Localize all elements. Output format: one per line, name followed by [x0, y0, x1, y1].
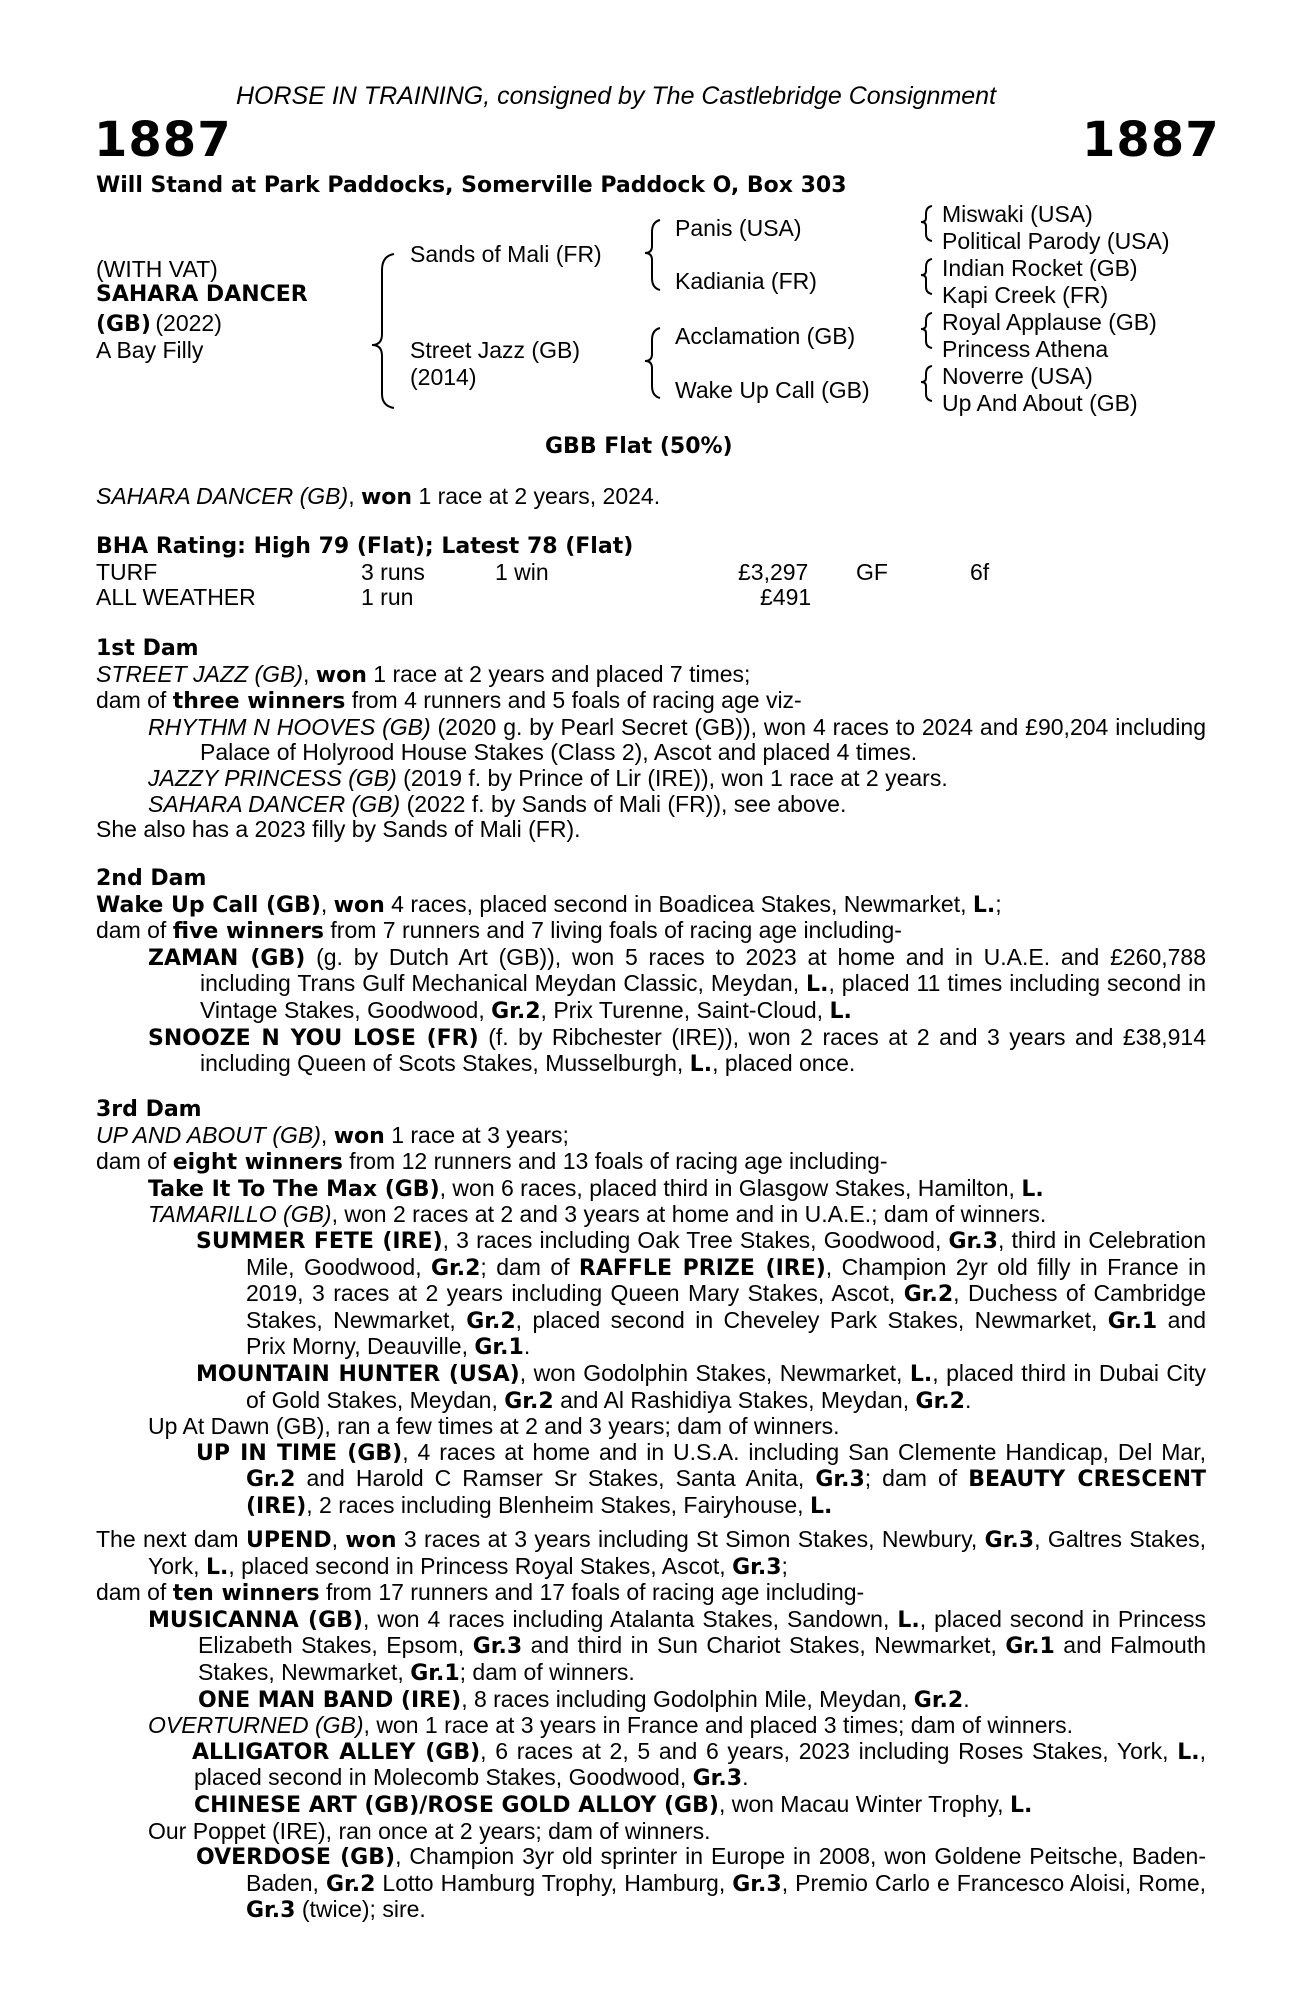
dam-of-label: dam of — [96, 1579, 167, 1606]
group-label: Gr.2 — [491, 998, 541, 1024]
punctuation: ; — [995, 890, 1002, 917]
winners-count: ten winners — [172, 1581, 320, 1607]
offspring-record: (twice); sire. — [301, 1896, 426, 1923]
dam-of-label: dam of — [96, 1148, 167, 1175]
pedigree-ggs-3: Indian Rocket (GB) — [942, 255, 1138, 281]
group-label: Gr.2 — [913, 1687, 964, 1713]
pedigree-dam-year: (2014) — [410, 364, 477, 390]
offspring-record: , 2 races including Blenheim Stakes, Fairyhouse, — [306, 1491, 804, 1518]
offspring-name: JAZZY PRINCESS (GB) — [148, 764, 397, 791]
offspring-record: , placed second in Molecomb Stakes, Goodwood, — [194, 1737, 1206, 1791]
offspring-record: , won 6 races, placed third in Glasgow Stakes, Hamilton, — [439, 1174, 1015, 1201]
pedigree-ggs-6: Princess Athena — [942, 336, 1109, 362]
offspring-record: and Al Rashidiya Stakes, Meydan, — [560, 1386, 910, 1413]
next-dam-record: The next dam UPEND, won 3 races at 3 years including St Simon Stakes, Newbury, Gr.3, Galtres Stakes, York, L., placed second in Princess Royal Stakes, Ascot, Gr.3; — [96, 1526, 1207, 1580]
offspring-record: , placed second in Cheveley Park Stakes, Newmarket, — [515, 1306, 1098, 1333]
dam-name: UP AND ABOUT (GB) — [96, 1121, 321, 1148]
dam-record: , placed second in Princess Royal Stakes, Ascot, — [228, 1552, 726, 1579]
table-cell-prize: £491 — [760, 584, 812, 610]
dam-record: 4 races, placed second in Boadicea Stakes, Newmarket, — [391, 890, 967, 917]
foal-note: She also has a 2023 filly by Sands of Mali (FR). — [96, 816, 581, 843]
listed-label: L. — [806, 972, 829, 998]
punctuation: ; — [781, 1552, 788, 1579]
offspring-record: , Premio Carlo e Francesco Aloisi, Rome, — [781, 1869, 1207, 1896]
offspring-record: Lotto Hamburg Trophy, Hamburg, — [382, 1869, 726, 1896]
group-label: Gr.3 — [246, 1898, 296, 1924]
group-label: Gr.2 — [504, 1388, 554, 1414]
dam-name: UPEND — [245, 1528, 332, 1553]
first-dam-section: 1st Dam STREET JAZZ (GB), won 1 race at 2 years and placed 7 times; dam of three winners from 4 runners and 5 foals of racing age viz- RHYTHM N HOOVES (GB) (2020 g. by Pearl Secret (GB)), won 4 races to 2024 and £90,204 including Palace of Holyrood House Stakes (Class 2), Ascot and placed 4 times. JAZZY PRINCESS (GB) (2019 f. by Prince of Lir (IRE)), won 1 race at 2 years. SAHARA DANCER (GB) (2022 f. by Sands of Mali (FR)), see above. She also has a 2023 filly by Sands of Mali (FR). — [96, 636, 1207, 843]
winners-count: eight winners — [172, 1150, 343, 1176]
won-label: won — [315, 662, 367, 688]
offspring-name: SAHARA DANCER (GB) — [148, 790, 401, 817]
offspring-name: OVERTURNED (GB) — [148, 1712, 364, 1739]
pedigree-ggs-8: Up And About (GB) — [942, 390, 1138, 416]
list-item — [96, 1361, 1206, 1414]
group-label: Gr.2 — [915, 1388, 965, 1414]
pedigree-sire-dam: Kadiania (FR) — [675, 268, 817, 294]
offspring-record: , Duchess of Cambridge Stakes, Newmarket, — [246, 1280, 1206, 1333]
listed-label: L. — [1009, 1792, 1033, 1818]
dam-record: 3 races at 3 years including St Simon Stakes, Newbury, — [403, 1526, 978, 1552]
group-label: Gr.3 — [732, 1554, 782, 1580]
listed-label: L. — [829, 998, 852, 1024]
table-cell-prize: £3,297 — [738, 559, 809, 585]
lot-number-left: 1887 — [94, 112, 232, 168]
won-label: won — [345, 1528, 397, 1553]
offspring-record: and Falmouth Stakes, Newmarket, — [198, 1632, 1206, 1685]
race-summary: SAHARA DANCER (GB), won 1 race at 2 years, 2024. — [96, 483, 661, 510]
offspring-name: UP IN TIME (GB) — [196, 1440, 403, 1466]
pedigree-braces — [0, 0, 1315, 420]
offspring-record: , 8 races including Godolphin Mile, Meydan, — [461, 1685, 908, 1712]
offspring-record: ; dam of winners. — [459, 1658, 635, 1685]
offspring-record: , placed third in Dubai City of Gold Stakes, Meydan, — [246, 1359, 1206, 1413]
table-cell-distance: 6f — [970, 559, 990, 585]
runners-summary: from 4 runners and 5 foals of racing age viz- — [351, 687, 802, 714]
horse-description: A Bay Filly — [96, 337, 204, 363]
group-label: Gr.3 — [692, 1766, 743, 1792]
offspring-record: , 4 races at home and in U.S.A. including San Clemente Handicap, Del Mar, — [402, 1438, 1206, 1465]
list-item — [96, 1687, 1206, 1714]
group-label: Gr.2 — [246, 1467, 296, 1493]
pedigree-ggs-1: Miswaki (USA) — [942, 201, 1093, 227]
offspring-record: , won 1 race at 3 years in France and placed 3 times; dam of winners. — [363, 1712, 1074, 1739]
offspring-record: (f. by Ribchester (IRE)), won 2 races at 2 and 3 years and £38,914 including Queen of Scots Stakes, Musselburgh, — [200, 1023, 1207, 1077]
group-label: Gr.3 — [984, 1528, 1035, 1553]
gbb-flat: GBB Flat (50%) — [545, 434, 733, 459]
section-heading: 1st Dam — [96, 636, 199, 661]
offspring-name: SNOOZE N YOU LOSE (FR) — [148, 1025, 479, 1051]
stand-location: Will Stand at Park Paddocks, Somerville Paddock O, Box 303 — [96, 173, 847, 198]
offspring-record: ; dam of — [864, 1465, 958, 1492]
offspring-name: BEAUTY CRESCENT (IRE) — [246, 1467, 1206, 1519]
group-label: Gr.1 — [474, 1335, 524, 1361]
next-dam-label: The next dam — [96, 1526, 239, 1552]
offspring-record: , placed 11 times including second in Vintage Stakes, Goodwood, — [200, 970, 1206, 1023]
offspring-record: ; dam of — [480, 1253, 570, 1280]
punctuation: . — [523, 1333, 531, 1360]
dam-record: , Galtres Stakes, York, — [148, 1526, 1207, 1579]
won-label: won — [333, 892, 385, 918]
table-cell-runs: 1 run — [361, 584, 414, 610]
list-item — [96, 715, 1206, 766]
dam-record: 1 race at 3 years; — [391, 1121, 569, 1148]
group-label: Gr.2 — [466, 1308, 516, 1334]
third-dam-section: 3rd Dam UP AND ABOUT (GB), won 1 race at 3 years; dam of eight winners from 12 runners and 13 foals of racing age including- Take It To The Max (GB), won 6 races, placed third in Glasgow Stakes, Hamilton, L. TAMARILLO (GB), won 2 races at 2 and 3 years at home and in U.A.E.; dam of winners. SUMMER FETE (IRE), 3 races including Oak Tree Stakes, Goodwood, Gr.3, third in Celebration Mile, Goodwood, Gr.2; dam of RAFFLE PRIZE (IRE), Champion 2yr old filly in France in 2019, 3 races at 2 years including Queen Mary Stakes, Ascot, Gr.2, Duchess of Cambridge Stakes, Newmarket, Gr.2, placed second in Cheveley Park Stakes, Newmarket, Gr.1 and Prix Morny, Deauville, Gr.1. MOUNTAIN HUNTER (USA), won Godolphin Stakes, Newmarket, L., placed third in Dubai City of Gold Stakes, Meydan, Gr.2 and Al Rashidiya Stakes, Meydan, Gr.2. Up At Dawn (GB), ran a few times at 2 and 3 years; dam of winners. UP IN TIME (GB), 4 races at home and in U.S.A. including San Clemente Handicap, Del Mar, Gr.2 and Harold C Ramser Sr Stakes, Santa Anita, Gr.3; dam of BEAUTY CRESCENT (IRE), 2 races including Blenheim Stakes, Fairyhouse, L. — [96, 1097, 1207, 1519]
punctuation: . — [742, 1764, 749, 1791]
listed-label: L. — [689, 1052, 713, 1078]
offspring-record: and Harold C Ramser Sr Stakes, Santa Anita, — [306, 1465, 805, 1492]
offspring-name: OVERDOSE (GB) — [196, 1845, 396, 1871]
pedigree-ggs-2: Political Parody (USA) — [942, 228, 1170, 254]
offspring-name: CHINESE ART (GB)/ROSE GOLD ALLOY (GB) — [194, 1792, 719, 1818]
group-label: Gr.2 — [903, 1282, 954, 1308]
section-heading: 2nd Dam — [96, 866, 207, 891]
dam-name: STREET JAZZ (GB) — [96, 660, 303, 687]
list-item — [96, 792, 1206, 818]
listed-label: L. — [1021, 1176, 1044, 1202]
horse-name: SAHARA DANCER — [96, 282, 308, 307]
pedigree-dam-dam: Wake Up Call (GB) — [675, 377, 870, 403]
table-cell-runs: 3 runs — [361, 559, 425, 585]
summary-won: won — [360, 485, 413, 510]
offspring-name: MUSICANNA (GB) — [148, 1607, 363, 1633]
offspring-record: , Champion 2yr old filly in France in 2019, 3 races at 2 years including Queen Mary Stakes, Ascot, — [246, 1253, 1206, 1307]
dam-record: 1 race at 2 years and placed 7 times; — [373, 660, 751, 687]
list-item — [96, 1713, 1206, 1739]
pedigree-dam: Street Jazz (GB) — [410, 337, 580, 363]
group-label: Gr.3 — [815, 1467, 865, 1493]
pedigree-sire-sire: Panis (USA) — [675, 215, 802, 241]
list-item-text — [148, 715, 1206, 766]
offspring-record: (2022 f. by Sands of Mali (FR)), see above. — [406, 790, 847, 817]
listed-label: L. — [897, 1607, 920, 1633]
offspring-record: , won Godolphin Stakes, Newmarket, — [519, 1359, 903, 1386]
listed-label: L. — [809, 1493, 833, 1519]
list-item — [96, 1228, 1206, 1361]
offspring-record: , Champion 3yr old sprinter in Europe in 2008, won Goldene Peitsche, Baden-Baden, — [246, 1843, 1206, 1896]
table-cell-going: GF — [856, 559, 888, 585]
runners-summary: from 7 runners and 7 living foals of racing age including- — [330, 917, 902, 944]
listed-label: L. — [205, 1554, 229, 1580]
offspring-name: RHYTHM N HOOVES (GB) — [148, 713, 431, 740]
list-item — [96, 1202, 1206, 1228]
offspring-name: ZAMAN (GB) — [148, 945, 306, 971]
offspring-record: and Prix Morny, Deauville, — [246, 1306, 1207, 1360]
summary-horse-name: SAHARA DANCER (GB) — [96, 483, 349, 509]
bha-rating: BHA Rating: High 79 (Flat); Latest 78 (Flat) — [96, 534, 634, 559]
table-cell-surface: TURF — [96, 559, 158, 585]
vat-note: (WITH VAT) — [96, 256, 218, 282]
pedigree-ggs-7: Noverre (USA) — [942, 363, 1093, 389]
dam-name: Wake Up Call (GB) — [96, 892, 321, 918]
offspring-record: , 3 races including Oak Tree Stakes, Goodwood, — [442, 1226, 942, 1253]
listed-label: L. — [972, 892, 996, 918]
pedigree-sire: Sands of Mali (FR) — [410, 241, 602, 267]
list-item: Our Poppet (IRE), ran once at 2 years; dam of winners. — [148, 1817, 711, 1844]
dam-of-label: dam of — [96, 687, 167, 714]
offspring-record: , third in Celebration Mile, Goodwood, — [246, 1226, 1207, 1280]
next-dam-section — [96, 1527, 1206, 1924]
punctuation: . — [963, 1685, 970, 1712]
list-item — [96, 1607, 1206, 1687]
offspring-record: , won Macau Winter Trophy, — [718, 1790, 1004, 1817]
list-item — [96, 1440, 1206, 1520]
group-label: Gr.3 — [472, 1634, 523, 1660]
list-item: Up At Dawn (GB), ran a few times at 2 and 3 years; dam of winners. — [148, 1413, 840, 1440]
offspring-record: (2020 g. by Pearl Secret (GB)), won 4 races to 2024 and £90,204 including Palace of Holyrood House Stakes (Class 2), Ascot and placed 4 times. — [200, 713, 1207, 766]
table-cell-wins: 1 win — [495, 559, 549, 585]
winners-count: five winners — [172, 919, 325, 945]
offspring-record: , 6 races at 2, 5 and 6 years, 2023 including Roses Stakes, York, — [480, 1737, 1169, 1764]
offspring-name: TAMARILLO (GB) — [148, 1201, 332, 1228]
group-label: Gr.1 — [410, 1660, 460, 1686]
listed-label: L. — [909, 1361, 933, 1387]
offspring-name: ONE MAN BAND (IRE) — [198, 1687, 462, 1713]
list-item — [96, 1739, 1206, 1792]
group-label: Gr.1 — [1005, 1634, 1055, 1660]
horse-country: (GB) — [96, 312, 151, 337]
offspring-name: Take It To The Max (GB) — [148, 1176, 440, 1202]
punctuation: . — [964, 1386, 972, 1413]
dam-of-label: dam of — [96, 917, 167, 944]
lot-number-right: 1887 — [1082, 112, 1220, 168]
offspring-name: ALLIGATOR ALLEY (GB) — [192, 1739, 481, 1765]
offspring-record: (2019 f. by Prince of Lir (IRE)), won 1 race at 2 years. — [403, 764, 948, 791]
offspring-name: MOUNTAIN HUNTER (USA) — [196, 1361, 520, 1387]
pedigree-ggs-4: Kapi Creek (FR) — [942, 282, 1109, 308]
group-label: Gr.3 — [948, 1228, 998, 1254]
offspring-record: (g. by Dutch Art (GB)), won 5 races to 2023 at home and in U.A.E. and £260,788 including Trans Gulf Mechanical Meydan Classic, Meydan, — [200, 943, 1207, 997]
table-cell-surface: ALL WEATHER — [96, 584, 256, 610]
offspring-record: , placed second in Princess Elizabeth Stakes, Epsom, — [198, 1605, 1207, 1659]
offspring-record: and third in Sun Chariot Stakes, Newmarket, — [530, 1632, 997, 1659]
list-item — [96, 1176, 1206, 1203]
catalogue-header: HORSE IN TRAINING, consigned by The Castlebridge Consignment — [236, 82, 997, 110]
group-label: Gr.1 — [1107, 1308, 1158, 1334]
list-item — [96, 1844, 1206, 1924]
offspring-record: , won 2 races at 2 and 3 years at home and in U.A.E.; dam of winners. — [331, 1201, 1047, 1228]
runners-summary: from 12 runners and 13 foals of racing age including- — [349, 1148, 888, 1175]
runners-summary: from 17 runners and 17 foals of racing age including- — [325, 1579, 865, 1606]
section-heading: 3rd Dam — [96, 1097, 202, 1122]
offspring-record: , Prix Turenne, Saint-Cloud, — [540, 996, 824, 1023]
list-item — [96, 766, 1206, 792]
listed-label: L. — [1177, 1739, 1200, 1765]
winners-count: three winners — [172, 689, 346, 715]
offspring-record: , placed once. — [712, 1050, 856, 1077]
pedigree-dam-sire: Acclamation (GB) — [675, 323, 856, 349]
horse-year: (2022) — [155, 310, 222, 336]
offspring-record: , won 4 races including Atalanta Stakes, Sandown, — [363, 1605, 890, 1632]
group-label: Gr.2 — [430, 1255, 481, 1281]
group-label: Gr.2 — [325, 1871, 376, 1897]
pedigree-ggs-5: Royal Applause (GB) — [942, 309, 1157, 335]
list-item — [96, 1025, 1206, 1078]
offspring-name: SUMMER FETE (IRE) — [196, 1228, 443, 1254]
won-label: won — [333, 1123, 385, 1149]
offspring-name: RAFFLE PRIZE (IRE) — [578, 1255, 826, 1281]
list-item — [96, 1792, 1206, 1819]
second-dam-section: 2nd Dam Wake Up Call (GB), won 4 races, placed second in Boadicea Stakes, Newmarket, L.; dam of five winners from 7 runners and 7 living foals of racing age including- ZAMAN (GB) (g. by Dutch Art (GB)), won 5 races to 2023 at home and in U.A.E. and £260,788 including Trans Gulf Mechanical Meydan Classic, Meydan, L., placed 11 times including second in Vintage Stakes, Goodwood, Gr.2, Prix Turenne, Saint-Cloud, L. SNOOZE N YOU LOSE (FR) (f. by Ribchester (IRE)), won 2 races at 2 and 3 years and £38,914 including Queen of Scots Stakes, Musselburgh, L., placed once. — [96, 866, 1207, 1078]
group-label: Gr.3 — [732, 1871, 782, 1897]
summary-rest: 1 race at 2 years, 2024. — [418, 483, 661, 509]
list-item — [96, 945, 1206, 1025]
